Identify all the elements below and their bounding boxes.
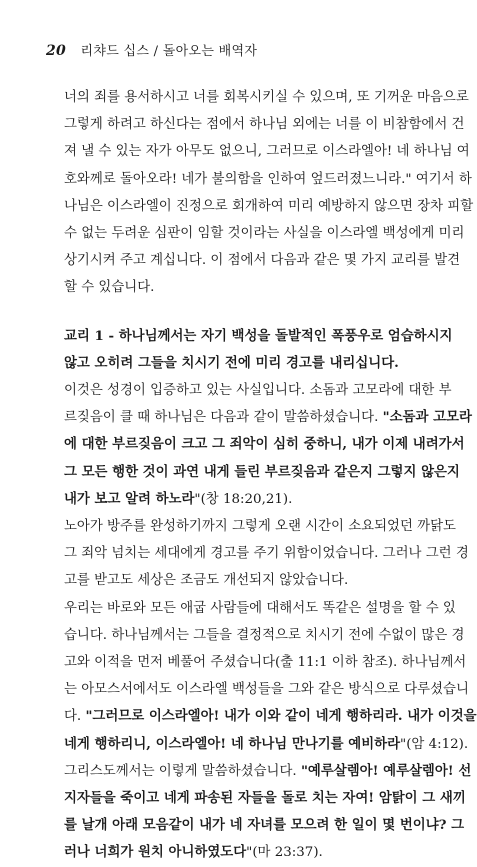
text-line [64, 758, 472, 785]
bold-text: 않고 오히려 그들을 치시기 전에 미리 경고를 내리십니다. [64, 354, 399, 371]
bold-text: 에 대한 부르짖음이 크고 그 죄악이 심히 중하니, 내가 이제 내려가서 [64, 436, 465, 453]
text-line [64, 377, 452, 404]
text-run: 우리는 바로와 모든 애굽 사람들에 대해서도 똑같은 설명을 할 수 있 [64, 600, 456, 616]
body-text [64, 84, 477, 867]
text-line [64, 404, 472, 431]
text-line [64, 567, 428, 594]
text-line [64, 220, 465, 247]
text-line [64, 193, 474, 220]
running-title: 리챠드 십스 / 돌아오는 배역자 [80, 44, 258, 59]
text-run: 이것은 성경이 입증하고 있는 사실입니다. 소돔과 고모라에 대한 부 [64, 383, 452, 399]
text-line [64, 274, 428, 301]
bold-text: 지자들을 죽이고 네게 파송된 자들을 돌로 치는 자여! 암탉이 그 새끼 [64, 790, 466, 807]
text-line [64, 839, 428, 866]
text-line [64, 166, 472, 193]
text-line [64, 513, 456, 540]
text-run: 상기시켜 주고 계십니다. 이 점에서 다음과 같은 몇 가지 교리를 발견 [64, 253, 461, 269]
text-run: 는 아모스서에서도 이스라엘 백성들을 그와 같은 방식으로 다루셨습니 [64, 682, 469, 698]
text-run: 그 죄악 넘치는 세대에게 경고를 주기 위함이었습니다. 그러나 그런 경 [64, 546, 469, 562]
text-line [64, 431, 465, 458]
text-line [64, 622, 465, 649]
text-line [64, 785, 466, 812]
text-line [64, 649, 467, 676]
text-line [64, 540, 469, 567]
text-run: 고와 이적을 먼저 베풀어 주셨습니다(출 11:1 이하 참조). 하나님께서 [64, 655, 467, 671]
bold-text: 를 날개 아래 모음같이 내가 네 자녀를 모으려 한 일이 몇 번이냐? 그 [64, 817, 465, 834]
text-line [64, 595, 456, 622]
text-run: 고를 받고도 세상은 조금도 개선되지 않았습니다. [64, 573, 349, 589]
running-header [46, 40, 257, 59]
text-line [64, 111, 465, 138]
bold-text: 러나 너희가 원치 아니하였도다 [64, 844, 247, 861]
text-run: 수 없는 두려운 심판이 임할 것이라는 사실을 이스라엘 백성에게 미리 [64, 226, 465, 242]
text-line [64, 350, 428, 377]
text-run: 나님은 이스라엘이 진정으로 회개하여 미리 예방하지 않으면 장차 피할 [64, 198, 474, 214]
text-run: "(암 4:12). [400, 736, 469, 752]
text-run: 습니다. 하나님께서는 그들을 결정적으로 치시기 전에 수없이 많은 경 [64, 627, 465, 643]
bold-text: 내가 보고 알려 하노라 [64, 490, 195, 507]
text-line [64, 84, 469, 111]
bold-text: 그 모든 행한 것이 과연 내게 들린 부르짖음과 같은지 그렇지 않은지 [64, 463, 460, 480]
text-run: 그리스도께서는 이렇게 말씀하셨습니다. [64, 763, 301, 779]
text-line [64, 323, 453, 350]
text-run: 호와께로 돌아오라! 네가 불의함을 인하여 엎드러졌느니라." 여기서 하 [64, 171, 472, 187]
bold-text: 교리 1 - 하나님께서는 자기 백성을 돌발적인 폭풍우로 엄습하시지 [64, 327, 453, 344]
text-line [64, 138, 470, 165]
text-run: 너의 죄를 용서하시고 너를 회복시키실 수 있으며, 또 기꺼운 마음으로 [64, 90, 469, 105]
text-line [64, 703, 477, 730]
text-line [64, 731, 469, 758]
text-line [64, 247, 461, 274]
text-run: "(창 18:20,21). [194, 491, 293, 507]
text-line [64, 486, 428, 513]
page-number: 20 [46, 43, 67, 59]
bold-text: "그러므로 이스라엘아! 내가 이와 같이 네게 행하리라. 내가 이것을 [85, 708, 477, 725]
text-run: 할 수 있습니다. [64, 280, 155, 296]
bold-text: 네게 행하리니, 이스라엘아! 네 하나님 만나기를 예비하라 [64, 735, 401, 752]
text-run: "(마 23:37). [246, 845, 323, 861]
text-run: 그렇게 하려고 하신다는 점에서 하나님 외에는 너를 이 비참함에서 건 [64, 117, 465, 133]
text-line [64, 812, 465, 839]
text-line [64, 459, 460, 486]
text-run: 노아가 방주를 완성하기까지 그렇게 오랜 시간이 소요되었던 까닭도 [64, 519, 456, 535]
text-line [64, 676, 469, 703]
paragraph-gap [64, 302, 428, 323]
bold-text: "소돔과 고모라 [382, 409, 472, 426]
text-run: 르짖음이 클 때 하나님은 다음과 같이 말씀하셨습니다. [64, 410, 383, 426]
text-run: 다. [64, 709, 86, 725]
bold-text: "예루살렘아! 예루살렘아! 선 [300, 762, 472, 779]
text-run: 져 낼 수 있는 자가 아무도 없으니, 그러므로 이스라엘아! 네 하나님 여 [64, 144, 470, 160]
